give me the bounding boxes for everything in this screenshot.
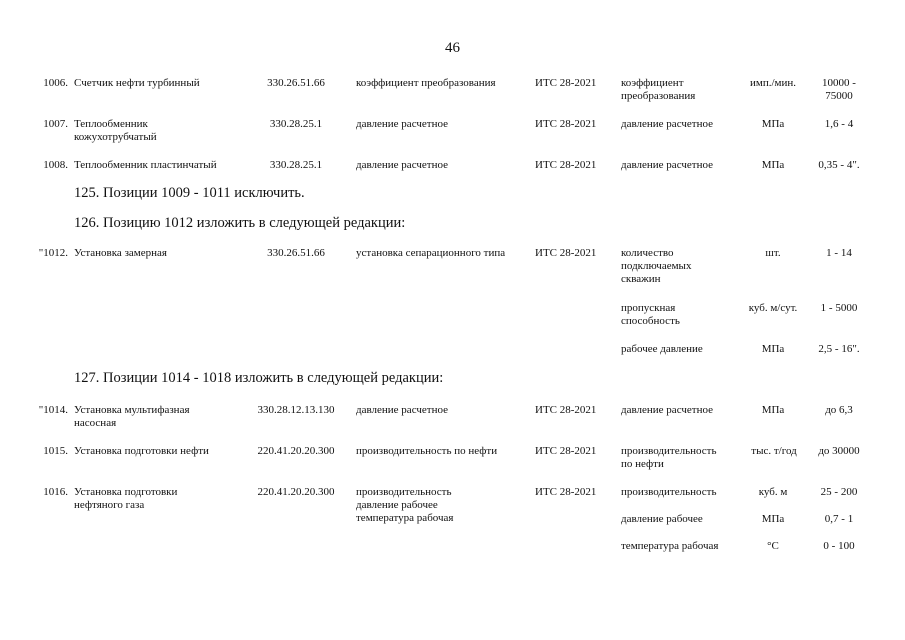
characteristic: температура рабочая bbox=[356, 512, 454, 524]
value: 10000 - 75000 bbox=[822, 77, 856, 102]
characteristic: установка сепарационного типа bbox=[356, 247, 506, 259]
okpd-code: 330.26.51.66 bbox=[267, 247, 325, 259]
unit: куб. м/сут. bbox=[748, 302, 798, 314]
unit: МПа bbox=[761, 159, 785, 171]
unit: шт. bbox=[765, 247, 781, 259]
page-number: 46 bbox=[445, 40, 460, 56]
section-heading-127: 127. Позиции 1014 - 1018 изложить в следующей редакции: bbox=[74, 370, 444, 386]
parameter: производительность bbox=[621, 486, 717, 498]
unit: МПа bbox=[761, 513, 785, 525]
unit: °C bbox=[767, 540, 779, 552]
value: до 6,3 bbox=[825, 404, 853, 416]
parameter: рабочее давление bbox=[621, 343, 703, 355]
its-reference: ИТС 28-2021 bbox=[535, 247, 597, 259]
value: 1,6 - 4 bbox=[824, 118, 854, 130]
characteristic: давление расчетное bbox=[356, 118, 448, 130]
value: 0,35 - 4". bbox=[818, 159, 860, 171]
position-number: 1015. bbox=[43, 445, 68, 457]
parameter: давление расчетное bbox=[621, 159, 713, 171]
characteristic-list bbox=[356, 486, 531, 525]
parameter: давление расчетное bbox=[621, 404, 713, 416]
value: до 30000 bbox=[818, 445, 860, 457]
unit: МПа bbox=[761, 404, 785, 416]
its-reference: ИТС 28-2021 bbox=[535, 159, 597, 171]
item-name: Теплообменник кожухотрубчатый bbox=[74, 118, 157, 143]
parameter: давление расчетное bbox=[621, 118, 713, 130]
its-reference: ИТС 28-2021 bbox=[535, 118, 597, 130]
its-reference: ИТС 28-2021 bbox=[535, 486, 597, 498]
value: 0,7 - 1 bbox=[824, 513, 854, 525]
item-name: Установка подготовки нефтяного газа bbox=[74, 486, 178, 511]
its-reference: ИТС 28-2021 bbox=[535, 404, 597, 416]
characteristic: коэффициент преобразования bbox=[356, 77, 496, 89]
value: 1 - 14 bbox=[826, 247, 852, 259]
okpd-code: 330.28.25.1 bbox=[269, 118, 323, 130]
parameter: температура рабочая bbox=[621, 540, 719, 552]
unit: имп./мин. bbox=[749, 77, 797, 89]
value: 2,5 - 16". bbox=[818, 343, 860, 355]
position-number: 1016. bbox=[43, 486, 68, 498]
value: 1 - 5000 bbox=[820, 302, 858, 314]
unit: тыс. т/год bbox=[751, 445, 797, 457]
okpd-code: 330.26.51.66 bbox=[267, 77, 325, 89]
item-name: Установка мультифазная насосная bbox=[74, 404, 190, 429]
okpd-code: 220.41.20.20.300 bbox=[257, 445, 335, 457]
characteristic: давление рабочее bbox=[356, 499, 438, 511]
position-number: "1014. bbox=[38, 404, 68, 416]
parameter: давление рабочее bbox=[621, 513, 703, 525]
position-number: 1007. bbox=[43, 118, 68, 130]
characteristic: производительность bbox=[356, 486, 452, 498]
characteristic: давление расчетное bbox=[356, 159, 448, 171]
okpd-code: 330.28.25.1 bbox=[269, 159, 323, 171]
characteristic: производительность по нефти bbox=[356, 445, 498, 457]
value: 0 - 100 bbox=[823, 540, 855, 552]
parameter: количество подключаемых скважин bbox=[621, 247, 692, 285]
value: 25 - 200 bbox=[820, 486, 858, 498]
okpd-code: 330.28.12.13.130 bbox=[257, 404, 335, 416]
section-heading-125: 125. Позиции 1009 - 1011 исключить. bbox=[74, 185, 305, 201]
its-reference: ИТС 28-2021 bbox=[535, 445, 597, 457]
unit: МПа bbox=[761, 343, 785, 355]
position-number: 1006. bbox=[43, 77, 68, 89]
parameter: пропускная способность bbox=[621, 302, 680, 327]
parameter: производительность по нефти bbox=[621, 445, 717, 470]
unit: куб. м bbox=[758, 486, 788, 498]
item-name: Счетчик нефти турбинный bbox=[74, 77, 200, 89]
its-reference: ИТС 28-2021 bbox=[535, 77, 597, 89]
parameter: коэффициент преобразования bbox=[621, 77, 696, 102]
section-heading-126: 126. Позицию 1012 изложить в следующей редакции: bbox=[74, 215, 406, 231]
unit: МПа bbox=[761, 118, 785, 130]
position-number: "1012. bbox=[38, 247, 68, 259]
item-name: Установка подготовки нефти bbox=[74, 445, 209, 457]
item-name: Установка замерная bbox=[74, 247, 167, 259]
characteristic: давление расчетное bbox=[356, 404, 448, 416]
position-number: 1008. bbox=[43, 159, 68, 171]
item-name: Теплообменник пластинчатый bbox=[74, 159, 217, 171]
okpd-code: 220.41.20.20.300 bbox=[257, 486, 335, 498]
